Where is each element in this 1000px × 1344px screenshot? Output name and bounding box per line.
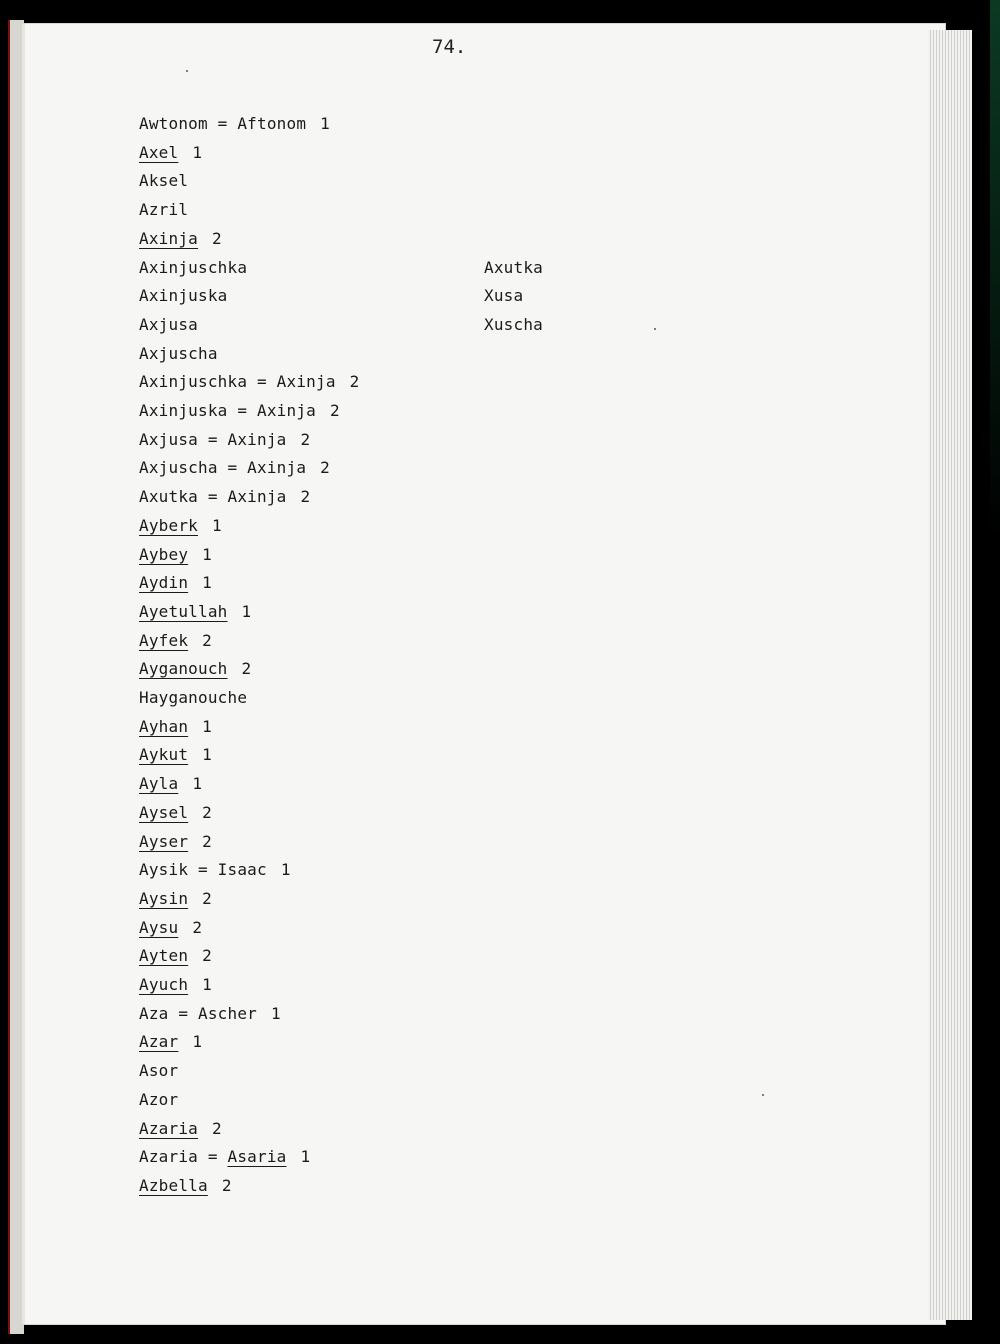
entry-text: Azril (139, 200, 189, 220)
page-edges (928, 30, 972, 1320)
variant-entry: Axutka (484, 257, 543, 277)
entry-text: Axjusa = Axinja (139, 429, 287, 449)
name-entry (139, 889, 212, 908)
name-entry (139, 344, 218, 363)
entry-count: 2 (202, 630, 213, 650)
name-entry (139, 286, 228, 305)
variant-entry: Xuscha (484, 314, 543, 334)
bottom-edge (0, 1334, 1000, 1344)
entry-underlined-name: Aysel (139, 802, 189, 822)
entry-count: 2 (241, 659, 252, 679)
entry-text: Azor (139, 1089, 179, 1109)
variant-entry: Xusa (484, 286, 524, 306)
name-entry (139, 171, 188, 190)
entry-count: 1 (192, 142, 203, 162)
entry-count: 2 (349, 372, 360, 392)
entry-text: Aza = Ascher (139, 1003, 257, 1023)
entry-text: Axutka = Axinja (139, 487, 287, 507)
entry-text: Awtonom = Aftonom (139, 114, 307, 133)
name-entry (139, 516, 222, 535)
entry-text: Axinjuschka = Axinja (139, 372, 336, 392)
entry-text: Aksel (139, 171, 189, 191)
entry-count: 2 (212, 228, 222, 248)
entry-count: 2 (212, 1118, 222, 1138)
entry-count: 1 (192, 1032, 203, 1052)
name-entry (139, 200, 188, 219)
entry-underlined-name: Aysin (139, 888, 189, 908)
entry-text: Hayganouche (139, 688, 248, 707)
name-entry (139, 975, 212, 994)
name-entry (139, 602, 251, 621)
entry-count: 1 (202, 716, 213, 736)
entry-underlined-name: Ayla (139, 774, 179, 794)
entry-underlined-name: Aysu (139, 917, 179, 937)
entry-count: 2 (202, 802, 213, 822)
book-binding (0, 20, 24, 1340)
entry-count: 2 (202, 831, 213, 851)
entry-underlined-name: Axel (139, 142, 179, 162)
entry-underlined-name: Asaria (227, 1147, 287, 1167)
entry-text: Aysik = Isaac (139, 860, 267, 880)
entry-count: 2 (202, 946, 213, 966)
entry-count: 2 (330, 401, 340, 420)
name-entry (139, 143, 202, 162)
name-entry (139, 545, 212, 564)
entry-count: 2 (202, 888, 213, 908)
name-entry (139, 1032, 202, 1051)
entry-count: 1 (280, 860, 291, 880)
entry-underlined-name: Aybey (139, 544, 189, 564)
name-entry (139, 1090, 178, 1109)
entry-count: 1 (212, 515, 222, 535)
entry-underlined-name: Aykut (139, 745, 189, 765)
entry-text: Axjuscha = Axinja (139, 458, 307, 478)
right-edge (990, 0, 1000, 1344)
name-entry (139, 315, 198, 334)
entry-text: Asor (139, 1061, 179, 1081)
name-entry (139, 1004, 281, 1023)
entry-count: 1 (202, 544, 213, 564)
entry-text: Axinjuska = Axinja (139, 401, 316, 420)
entry-text: Axinjuschka (139, 257, 248, 277)
page-number: 74. (432, 36, 467, 58)
entry-text: Axjusa (139, 314, 198, 334)
name-entry (139, 659, 251, 678)
entry-count: 1 (300, 1147, 311, 1167)
entry-underlined-name: Ayser (139, 831, 189, 851)
entry-count: 1 (192, 774, 203, 794)
entry-underlined-name: Azbella (139, 1175, 208, 1195)
name-entry (139, 229, 222, 248)
entry-count: 1 (271, 1003, 281, 1023)
speck (762, 1094, 764, 1096)
entry-count: 1 (202, 573, 213, 593)
entry-text: Axinjuska (139, 286, 228, 306)
entry-underlined-name: Ayfek (139, 630, 189, 650)
entry-underlined-name: Aydin (139, 573, 189, 593)
entry-count: 2 (221, 1175, 232, 1195)
name-entry (139, 717, 212, 736)
name-entry (139, 573, 212, 592)
speck (186, 70, 188, 72)
name-entry (139, 372, 360, 391)
name-entry (139, 745, 212, 764)
entry-count: 1 (241, 601, 252, 621)
entry-count: 2 (192, 917, 203, 937)
name-entry (139, 918, 202, 937)
entry-underlined-name: Ayetullah (139, 601, 228, 621)
entry-count: 1 (202, 745, 213, 765)
name-entry (139, 458, 330, 477)
entry-count: 1 (320, 114, 331, 133)
name-entry (139, 1061, 178, 1080)
entry-underlined-name: Ayten (139, 946, 189, 966)
entry-underlined-name: Ayberk (139, 515, 198, 535)
name-entry (139, 946, 212, 965)
entry-text: Axjuscha (139, 343, 218, 363)
entry-text: Azaria = (139, 1147, 228, 1167)
entry-underlined-name: Axinja (139, 228, 198, 248)
name-entry (139, 430, 310, 449)
entry-count: 2 (320, 458, 331, 478)
name-entry (139, 1176, 232, 1195)
name-entry (139, 860, 291, 879)
name-entry (139, 1119, 222, 1138)
entry-underlined-name: Azaria (139, 1118, 198, 1138)
entry-underlined-name: Ayhan (139, 716, 189, 736)
entry-underlined-name: Azar (139, 1032, 179, 1052)
name-entry (139, 688, 247, 707)
speck (654, 328, 656, 330)
entry-underlined-name: Ayganouch (139, 659, 228, 679)
name-entry (139, 1147, 310, 1166)
entry-count: 2 (300, 429, 311, 449)
entry-count: 1 (202, 975, 213, 994)
name-entry (139, 803, 212, 822)
name-entry (139, 114, 330, 133)
name-entry (139, 401, 340, 420)
name-entry (139, 832, 212, 851)
name-entry (139, 774, 202, 793)
name-entry (139, 258, 247, 277)
entry-count: 2 (300, 487, 311, 507)
name-entry (139, 631, 212, 650)
name-entry (139, 487, 310, 506)
entry-underlined-name: Ayuch (139, 975, 189, 994)
